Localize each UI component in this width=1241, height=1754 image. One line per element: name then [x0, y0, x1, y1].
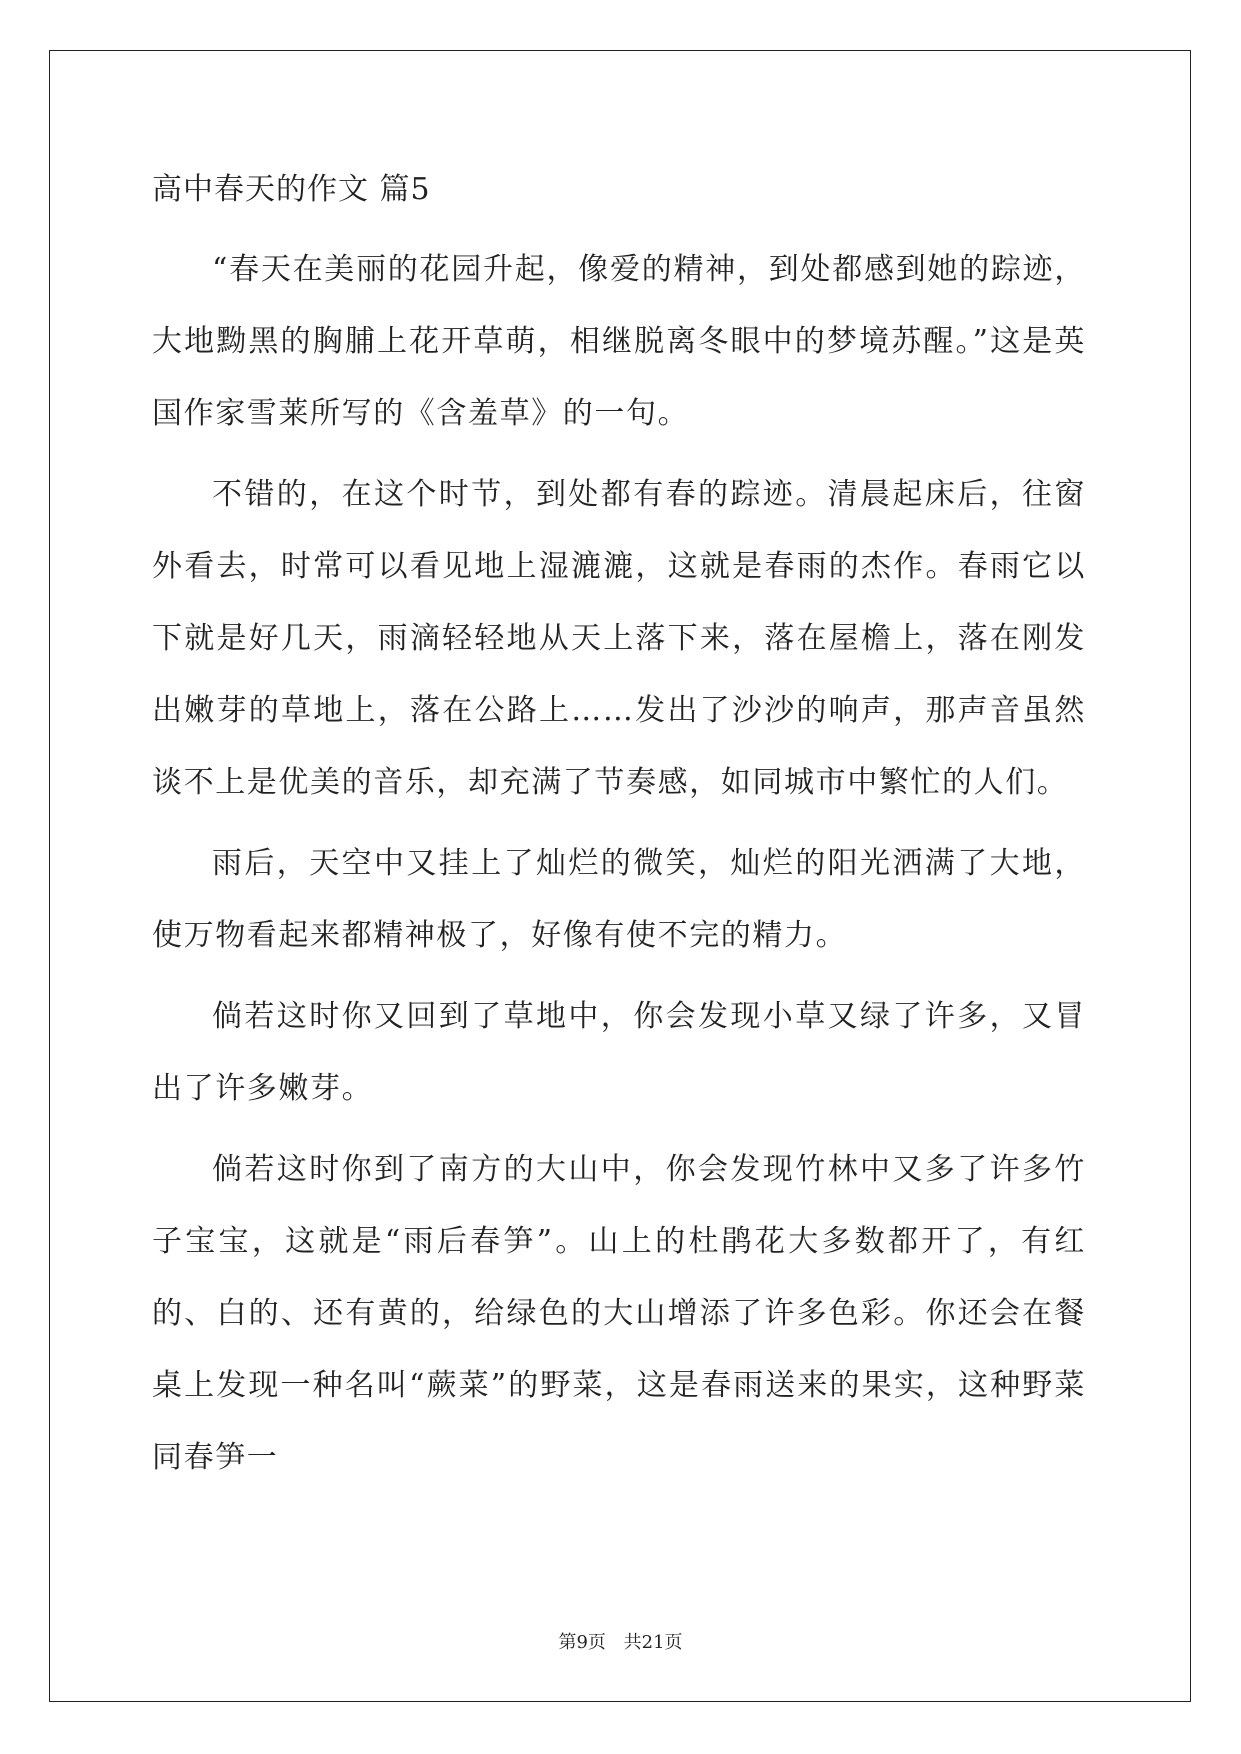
- page-number: 第9页: [558, 1632, 606, 1653]
- paragraph-3: 雨后，天空中又挂上了灿烂的微笑，灿烂的阳光洒满了大地，使万物看起来都精神极了，好像有使不完的精力。: [152, 846, 1086, 953]
- essay-heading: 高中春天的作文 篇5: [152, 172, 431, 207]
- paragraph-4: 倘若这时你又回到了草地中，你会发现小草又绿了许多，又冒出了许多嫩芽。: [152, 999, 1086, 1106]
- document-body: [152, 154, 1086, 1494]
- paragraph-1: “春天在美丽的花园升起，像爱的精神，到处都感到她的踪迹，大地黝黑的胸脯上花开草萌，相继脱离冬眼中的梦境苏醒。”这是英国作家雪莱所写的《含羞草》的一句。: [152, 252, 1086, 431]
- paragraph-5: 倘若这时你到了南方的大山中，你会发现竹林中又多了许多竹子宝宝，这就是“雨后春笋”。山上的杜鹃花大多数都开了，有红的、白的、还有黄的，给绿色的大山增添了许多色彩。你还会在餐桌上发现一种名叫“蕨菜”的野菜，这是春雨送来的果实，这种野菜同春笋一: [152, 1152, 1086, 1475]
- paragraph-2: 不错的，在这个时节，到处都有春的踪迹。清晨起床后，往窗外看去，时常可以看见地上湿漉漉，这就是春雨的杰作。春雨它以下就是好几天，雨滴轻轻地从天上落下来，落在屋檐上，落在刚发出嫩芽的草地上，落在公路上……发出了沙沙的响声，那声音虽然谈不上是优美的音乐，却充满了节奏感，如同城市中繁忙的人们。: [152, 477, 1086, 800]
- page-total: 共21页: [623, 1632, 683, 1653]
- page-footer: [0, 1628, 1241, 1654]
